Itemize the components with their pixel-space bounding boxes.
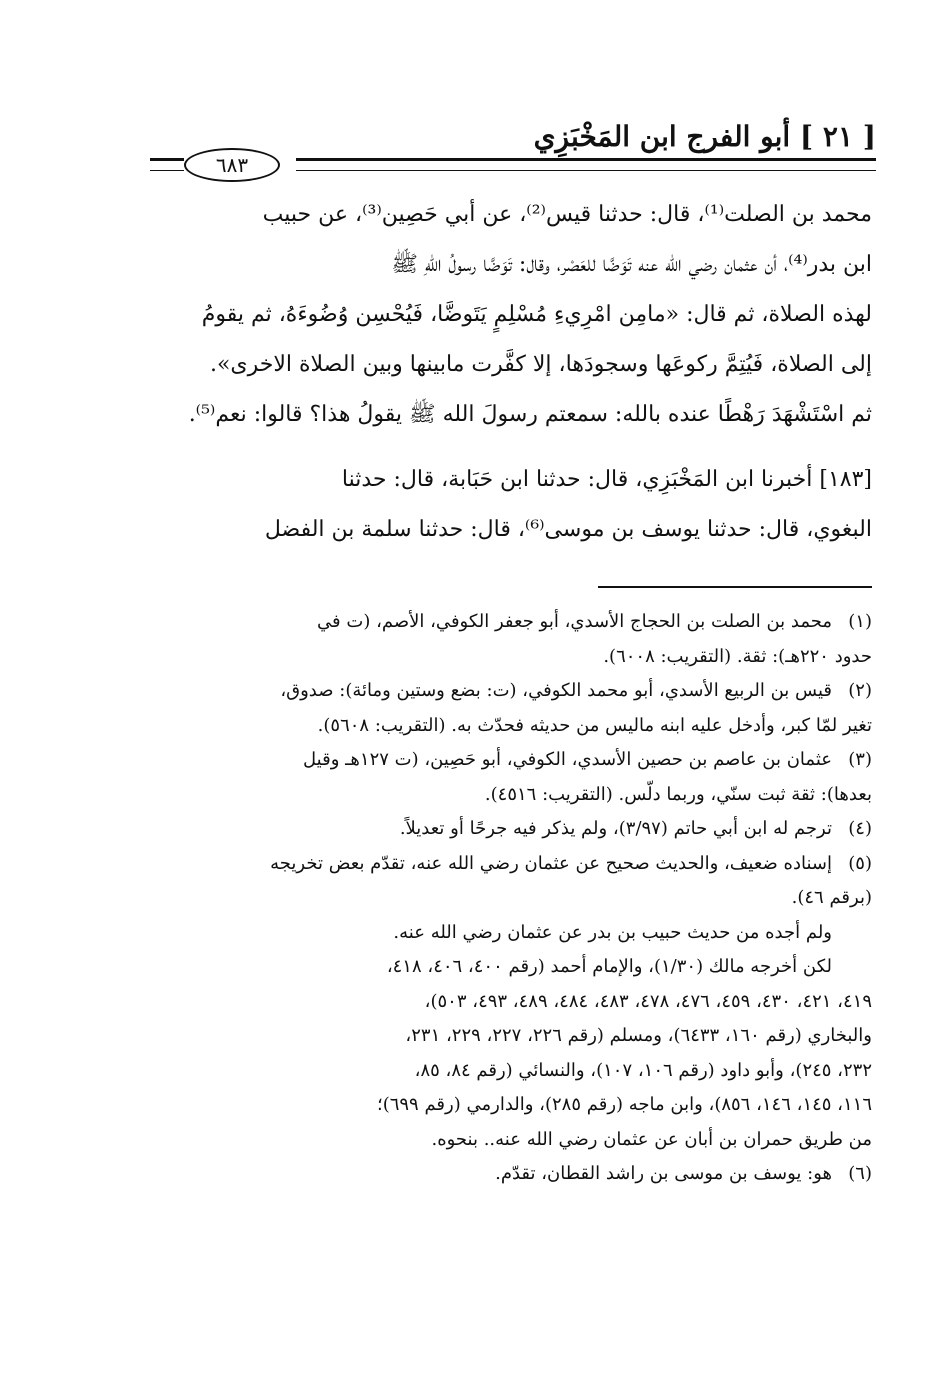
footnote-line: لكن أخرجه مالك (١/٣٠)، والإمام أحمد (رقم ٤٠٠، ٤٠٦، ٤١٨،: [386, 956, 832, 977]
footnote-line: هو: يوسف بن موسى بن راشد القطان، تقدّم.: [495, 1163, 832, 1184]
footnote-6: [66, 1157, 872, 1192]
footnote-line: حدود ٢٢٠هـ): ثقة. (التقريب: ٦٠٠٨).: [603, 645, 872, 667]
footnote-number: (٥): [848, 852, 872, 874]
footnote-line: (برقم ٤٦).: [791, 887, 872, 908]
page-number: ٦٨٣: [184, 148, 280, 182]
running-header-title: [ ٢١ ] أبو الفرج ابن المَخْبَزِي: [533, 120, 876, 153]
footnote-line: إسناده ضعيف، والحديث صحيح عن عثمان رضي الله عنه، تقدّم بعض تخريجه: [270, 852, 832, 874]
footnote-number: (٢): [848, 680, 872, 701]
text-line: البغوي، قال: حدثنا يوسف بن موسى⁽⁶⁾، قال: حدثنا سلمة بن الفضل: [264, 517, 872, 542]
footnote-2: [66, 674, 872, 743]
text-line: محمد بن الصلت⁽¹⁾، قال: حدثنا قيس⁽²⁾، عن أبي حَصِين⁽³⁾، عن حبيب: [262, 202, 872, 227]
footnote-3: [66, 743, 872, 812]
text-line: ثم اسْتَشْهَدَ رَهْطًا عنده بالله: سمعتم رسولَ الله ﷺ يقولُ هذا؟ قالوا: نعم⁽⁵⁾.: [188, 402, 872, 427]
footnote-line: قيس بن الربيع الأسدي، أبو محمد الكوفي، (ت: بضع وستين ومائة): صدوق،: [280, 680, 832, 701]
footnote-line: محمد بن الصلت بن الحجاج الأسدي، أبو جعفر الكوفي، الأصم، (ت في: [317, 611, 832, 632]
text-line: [١٨٣] أخبرنا ابن المَخْبَزِي، قال: حدثنا ابن حَبَابة، قال: حدثنا: [341, 467, 872, 492]
footnote-line: بعدها): ثقة ثبت سنّي، وربما دلّس. (التقريب: ٤٥١٦).: [484, 783, 872, 805]
main-paragraph-1: [66, 190, 872, 440]
main-paragraph-2: [66, 455, 872, 555]
text-line: ابن بدر⁽⁴⁾، أن عثمان رضي الله عنه تَوَضَّا للعَصْر، وقال: تَوَضَّا رسولُ اللهِ ﷺ: [391, 252, 872, 277]
footnote-line: ترجم له ابن أبي حاتم (٣/٩٧)، ولم يذكر فيه جرحًا أو تعديلاً.: [399, 818, 832, 839]
footnote-line: ٢٣٢، ٢٤٥)، وأبو داود (رقم ١٠٦، ١٠٧)، والنسائي (رقم ٨٤، ٨٥،: [414, 1059, 872, 1081]
footnote-line: تغير لمّا كبر، وأدخل عليه ابنه ماليس من حديثه فحدّث به. (التقريب: ٥٦٠٨).: [317, 714, 872, 736]
footnote-line: ٤١٩، ٤٢١، ٤٣٠، ٤٥٩، ٤٧٦، ٤٧٨، ٤٨٣، ٤٨٤، ٤٨٩، ٤٩٣، ٥٠٣)،: [424, 990, 872, 1012]
footnote-number: (٣): [848, 749, 872, 770]
footnote-number: (١): [848, 611, 872, 632]
footnote-line: من طريق حمران بن أبان عن عثمان رضي الله عنه.. بنحوه.: [431, 1128, 872, 1150]
header-rule: [296, 158, 876, 171]
footnote-5: [66, 847, 872, 1158]
footnote-line: عثمان بن عاصم بن حصين الأسدي، الكوفي، أبو حَصِين، (ت ١٢٧هـ وقيل: [303, 749, 832, 770]
footnotes: [66, 605, 872, 1192]
footnote-line: والبخاري (رقم ١٦٠، ٦٤٣٣)، ومسلم (رقم ٢٢٦، ٢٢٧، ٢٢٩، ٢٣١،: [405, 1025, 872, 1046]
footnote-4: [66, 812, 872, 847]
footnote-1: [66, 605, 872, 674]
footnote-separator: [598, 586, 872, 588]
header-rule-left: [150, 158, 184, 171]
footnote-line: ولم أجده من حديث حبيب بن بدر عن عثمان رضي الله عنه.: [393, 921, 832, 943]
text-line: إلى الصلاة، فَيُتِمَّ ركوعَها وسجودَها، إلا كفَّرت مابينها وبين الصلاة الاخرى».: [209, 352, 872, 377]
text-line: لهذه الصلاة، ثم قال: «مامِن امْرِيءِ مُسْلِمٍ يَتَوضَّا، فَيُحْسِن وُضُوءَهُ، ثم يقومُ: [201, 302, 872, 327]
footnote-number: (٤): [848, 818, 872, 839]
footnote-number: (٦): [848, 1163, 872, 1184]
footnote-line: ١١٦، ١٤٥، ١٤٦، ٨٥٦)، وابن ماجه (رقم ٢٨٥)، والدارمي (رقم ٦٩٩)؛: [376, 1094, 872, 1115]
